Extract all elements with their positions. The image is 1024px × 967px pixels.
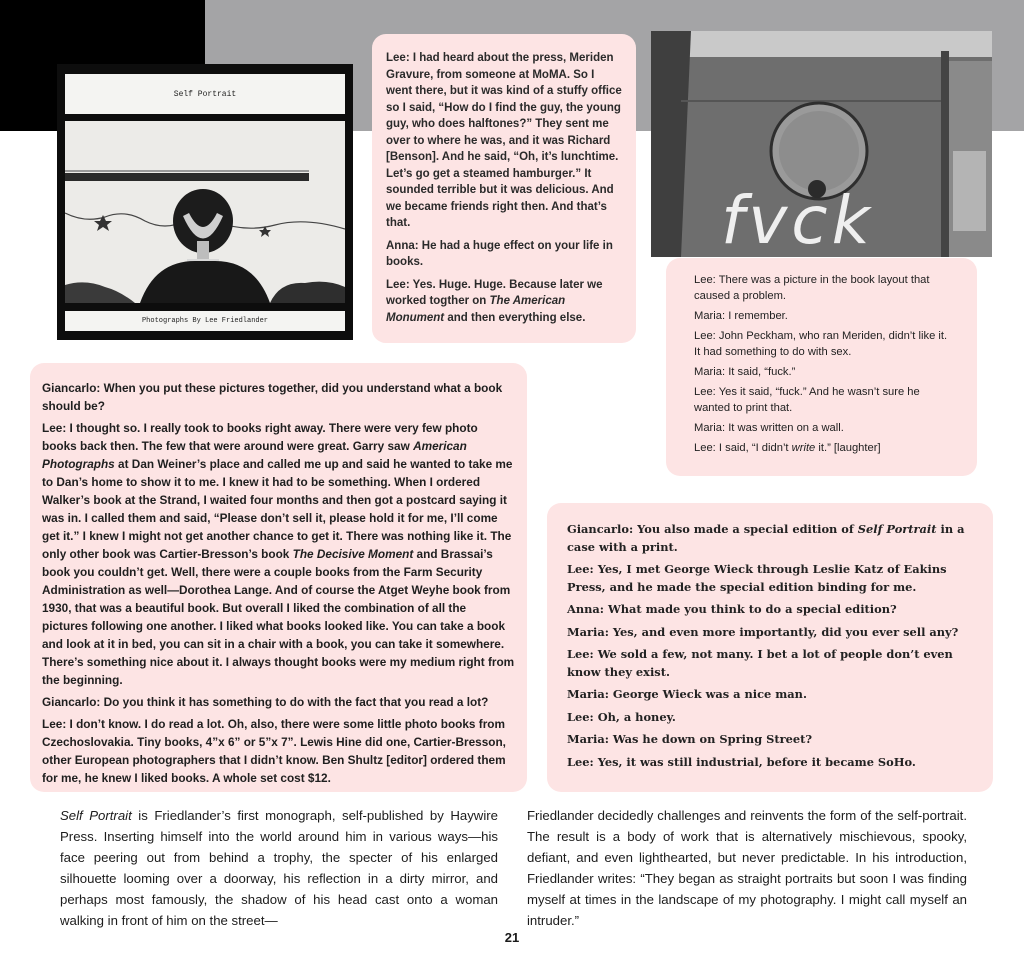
- dialogue-line: Maria: George Wieck was a nice man.: [567, 687, 807, 701]
- body-text-column-left: Self Portrait is Friedlander’s first monograph, self-published by Haywire Press. Inserting himself into the world around him in various ways—his face peering out from behind a trophy, the specter of his enlarged silhouette looming over a doorway, his reflection in a dirty mirror, and perhaps most famously, the shadow of his head cast onto a woman walking in front of him on the street—: [60, 808, 498, 928]
- dialogue-line: Lee: Yes. Huge. Huge. Because later we worked togther on The American Monument and then everything else.: [386, 278, 603, 324]
- trophy-self-portrait-illustration: [65, 121, 345, 303]
- interview-box-special-edition: [547, 503, 993, 792]
- dialogue-line: Lee: Yes, I met George Wieck through Leslie Katz of Eakins Press, and he made the special edition binding for me.: [567, 562, 947, 594]
- dialogue-line: Lee: John Peckham, who ran Meriden, didn’t like it. It had something to do with sex.: [694, 330, 948, 358]
- dialogue-line: Lee: There was a picture in the book layout that caused a problem.: [694, 274, 930, 302]
- dialogue-line: Maria: Yes, and even more importantly, did you ever sell any?: [567, 624, 959, 639]
- dialogue-line: Giancarlo: When you put these pictures together, did you understand what a book should be?: [42, 381, 503, 413]
- interview-box-books: [30, 363, 527, 792]
- graffiti-wall-illustration: [651, 31, 992, 257]
- dialogue-line: Anna: What made you think to do a special edition?: [567, 602, 897, 616]
- dialogue-line: Lee: Yes, it was still industrial, before it became SoHo.: [567, 754, 916, 769]
- interview-box-benson: [372, 34, 636, 343]
- interview-box-fuck-photo: [666, 258, 977, 476]
- dialogue-line: Giancarlo: Do you think it has something to do with the fact that you read a lot?: [42, 695, 489, 709]
- dialogue-line: Lee: Yes it said, “fuck.” And he wasn’t sure he wanted to print that.: [694, 386, 920, 414]
- dialogue-line: Maria: Was he down on Spring Street?: [567, 732, 813, 746]
- book-cover-image: [57, 64, 353, 340]
- graffiti-mirror-photo: [651, 31, 992, 257]
- dialogue-line: Maria: I remember.: [694, 310, 788, 322]
- dialogue-line: Anna: He had a huge effect on your life in books.: [386, 239, 613, 268]
- dialogue-line: Lee: I had heard about the press, Meriden Gravure, from someone at MoMA. So I went there, but it was kind of a stuffy office so I said, “How do I find the guy, the young guy, who does halftones?” They sent me over to where he was, and it was Richard [Benson]. And he said, “Oh, it’s lunchtime. Let’s go get a steamed hamburger.” It sounded terrible but it was delicious. And we became friends right then. And that’s that.: [386, 52, 622, 229]
- dialogue-line: Maria: It was written on a wall.: [694, 422, 844, 434]
- dialogue-line: Lee: We sold a few, not many. I bet a lot of people don’t even know they exist.: [567, 647, 953, 679]
- page-number: 21: [504, 930, 520, 945]
- dialogue-line: Maria: It said, “fuck.”: [694, 366, 796, 378]
- cover-footer: Photographs By Lee Friedlander: [65, 311, 345, 331]
- body-text-column-right: Friedlander decidedly challenges and reinvents the form of the self-portrait. The result is a body of work that is alternatively mischievous, spooky, defiant, and even lighthearted, but never predictable. In his introduction, Friedlander writes: “They began as straight portraits but soon I was finding myself at times in the landscape of my photography. I might call myself an intruder.”: [527, 808, 967, 928]
- dialogue-line: Lee: I don’t know. I do read a lot. Oh, also, there were some little photo books from Czechoslovakia. Tiny books, 4”x 6” or 5”x 7”. Lewis Hine did one, Cartier-Bresson, other European photographers that I didn’t know. Ben Shultz [editor] ordered them for me, he knew I liked books. A whole set cost $12.: [42, 717, 506, 785]
- graffiti-text: fvck: [721, 182, 874, 257]
- dialogue-line: Giancarlo: You also made a special edition of Self Portrait in a case with a print.: [567, 522, 965, 554]
- dialogue-line: Lee: I thought so. I really took to books right away. There were very few photo books back then. The few that were around were great. Garry saw American Photographs at Dan Weiner’s place and called me up and said he wanted to take me to Dan’s home to show it to me. I knew it had to be something. When I ordered Walker’s book at the Strand, I waited four months and then got a postcard saying it was in. I called them and said, “Please don’t sell it, please hold it for me, I’ll come get it.” I knew I might not get another chance to get it. There was nothing like it. The only other book was Cartier-Bresson’s book The Decisive Moment and Brassai’s book you couldn’t get. Well, there were a couple books from the Farm Security Administration as well—Dorothea Lange. And of course the Atget Weyhe book from 1930, that was a beautiful book. But overall I liked the combination of all the pictures following one another. I liked what books looked like. You can take a book and look at it in bed, you can sit in a chair with a book, you can take it somewhere. There’s something nice about it. I always thought books were my medium right from the beginning.: [42, 421, 515, 687]
- cover-photo: [65, 121, 345, 303]
- dialogue-line: Lee: Oh, a honey.: [567, 709, 676, 724]
- cover-title: Self Portrait: [65, 74, 345, 114]
- dialogue-line: Lee: I said, “I didn’t write it.” [laughter]: [694, 442, 881, 454]
